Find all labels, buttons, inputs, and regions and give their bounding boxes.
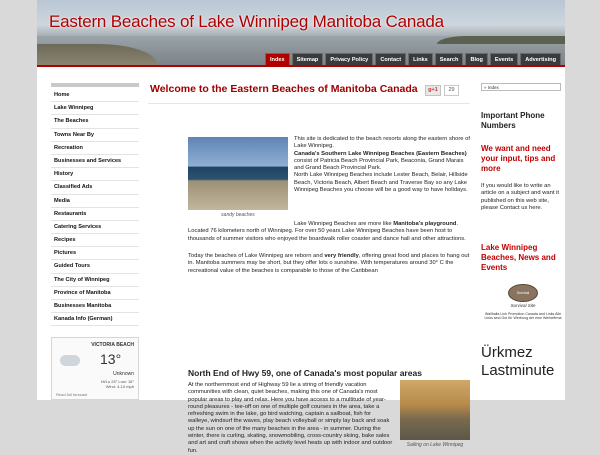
- phone-numbers-link[interactable]: Important Phone Numbers: [481, 111, 545, 130]
- weather-location: VICTORIA BEACH: [91, 342, 134, 348]
- sidebar-item-home[interactable]: Home: [51, 89, 139, 102]
- page-title: Welcome to the Eastern Beaches of Manitoba Canada: [150, 83, 418, 95]
- sidebar-item-media[interactable]: Media: [51, 195, 139, 208]
- link-promotion-badge[interactable]: Wallhalla Link Promotion Canada and Links Alle Links sind Gut für Werbung der eine Werbefirma: [484, 312, 562, 321]
- write-article-text: If you would like to write an article on a subject and want it published on this web site, please Contact us here.: [481, 183, 559, 211]
- beach-photo: [188, 137, 288, 210]
- advertisement-text[interactable]: Ürkmez Lastminute: [481, 344, 555, 379]
- beach-photo-caption: sandy beaches: [221, 212, 255, 218]
- sidebar-item-guided-tours[interactable]: Guided Tours: [51, 260, 139, 273]
- banner-trees: [437, 36, 565, 44]
- sidebar-item-restaurants[interactable]: Restaurants: [51, 208, 139, 221]
- top-navigation: [37, 53, 565, 65]
- sidebar-item-city-of-winnipeg[interactable]: The City of Winnipeg: [51, 274, 139, 287]
- weather-condition: Unknown: [113, 371, 134, 377]
- sidebar-item-businesses-manitoba[interactable]: Businesses Manitoba: [51, 300, 139, 313]
- survival-site-caption: Survival Site: [510, 303, 536, 308]
- sidebar-item-businesses-services[interactable]: Businesses and Services: [51, 155, 139, 168]
- title-divider: [148, 103, 470, 104]
- playground-bold: Manitoba's playground: [393, 221, 457, 227]
- survival-logo[interactable]: Survival: [508, 284, 538, 302]
- topnav-privacy-policy[interactable]: Privacy Policy: [325, 53, 373, 67]
- topnav-sitemap[interactable]: Sitemap: [292, 53, 324, 67]
- news-events-link[interactable]: Lake Winnipeg Beaches, News and Events: [481, 243, 556, 272]
- north-end-paragraph: At the northernmost end of Highway 59 lie a string of friendly vacation communities with clean, quiet beaches, making this one of Canada's most popular areas to play and relax. Here you have access to a multitude of year-round pleasures - tee-off on one of multiple golf courses in the area, take a refreshing swim in the lake, go bird watching, captain a sailboat, fish for walleye, windsurf the waves, play beach volleyball or simply lay back and soak up the sun on one of the many beaches in the area - in summer. During the winter, there is curling, skating, snowmobiling, cross-country skiing, bake sales and art and craft shows when the activity level heats up with indoor and outdoor fun.: [188, 382, 393, 454]
- topnav-links[interactable]: Links: [408, 53, 433, 67]
- topnav-events[interactable]: Events: [490, 53, 518, 67]
- sidebar-item-province-of-manitoba[interactable]: Province of Manitoba: [51, 287, 139, 300]
- want-input-heading: We want and need your input, tips and more: [481, 144, 556, 173]
- sidebar-item-pictures[interactable]: Pictures: [51, 247, 139, 260]
- topnav-contact[interactable]: Contact: [375, 53, 406, 67]
- topnav-blog[interactable]: Blog: [465, 53, 487, 67]
- header-banner: [37, 0, 565, 65]
- weather-forecast-link[interactable]: Read full forecast: [56, 392, 88, 397]
- main-content: [148, 78, 470, 454]
- weather-widget: [51, 337, 139, 400]
- header-divider: [37, 65, 565, 67]
- index-dropdown[interactable]: » Index: [481, 83, 561, 91]
- manitoba-playground-paragraph: Lake Winnipeg Beaches are more like Manitoba's playground. Located 76 kilometers north of Winnipeg. For over 50 years Lake Winnipeg Beaches have been host to thousands of summer visitors who enjoyed the boardwalk roller coaster and dance hall and other attractions.: [188, 221, 466, 242]
- google-plus-button[interactable]: g+1: [425, 85, 441, 96]
- site-title[interactable]: Eastern Beaches of Lake Winnipeg Manitoba Canada: [49, 12, 444, 31]
- north-beaches-text: North Lake Winnipeg Beaches include Lester Beach, Belair, Hillside Beach, Victoria Beach, Albert Beach and Traverse Bay so any Lake Winnipeg Beaches you choose will be a good way to have holidays.: [294, 172, 468, 194]
- sidebar-item-classified-ads[interactable]: Classified Ads: [51, 181, 139, 194]
- sidebar-item-catering[interactable]: Catering Services: [51, 221, 139, 234]
- very-friendly-bold: very friendly: [324, 253, 359, 259]
- intro-text: This site is dedicated to the beach resorts along the eastern shore of Lake Winnipeg.: [294, 136, 470, 150]
- section-heading-north-end: North End of Hwy 59, one of Canada's most popular areas: [188, 368, 422, 378]
- sailing-photo-caption: Sailing on Lake Winnipeg: [406, 442, 464, 448]
- today-paragraph: Today the beaches of Lake Winnipeg are reborn and very friendly, offering great food and places to hang out in. Manitoba summers may be short, but they offer lots o sunshine. With temperatures around 30° C the recreational value of the beaches is comparable to those of the Caribbean: [188, 253, 470, 274]
- sidebar-item-the-beaches[interactable]: The Beaches: [51, 115, 139, 128]
- page: [37, 0, 565, 454]
- sidebar-item-history[interactable]: History: [51, 168, 139, 181]
- sidebar-item-kanada-info[interactable]: Kanada Info (German): [51, 313, 139, 326]
- intro-block: [294, 136, 470, 194]
- south-beaches-text: consist of Patricia Beach Provincial Park, Beaconia, Grand Marais and Grand Beach Provincial Park.: [294, 157, 464, 172]
- topnav-search[interactable]: Search: [435, 53, 464, 67]
- weather-hilo: Hi/Lo 29° Low: 16°: [100, 379, 134, 384]
- south-beaches-title: Canada's Southern Lake Winnipeg Beaches (Eastern Beaches): [294, 150, 467, 157]
- sidebar-item-towns-near-by[interactable]: Towns Near By: [51, 129, 139, 142]
- sidebar-item-lake-winnipeg[interactable]: Lake Winnipeg: [51, 102, 139, 115]
- topnav-index[interactable]: Index: [265, 53, 290, 67]
- sidebar-item-recreation[interactable]: Recreation: [51, 142, 139, 155]
- weather-details: [101, 379, 134, 389]
- sidebar-menu: [51, 83, 139, 326]
- cloud-icon: [60, 355, 80, 366]
- weather-wind: Wind: 4-10 mph: [105, 384, 134, 389]
- topnav-advertising[interactable]: Advertising: [520, 53, 561, 67]
- sidebar-top-bar: [51, 83, 139, 87]
- sidebar-item-recipes[interactable]: Recipes: [51, 234, 139, 247]
- weather-temperature: 13°: [100, 351, 122, 367]
- share-count: 29: [444, 85, 459, 96]
- sailing-photo: [400, 380, 470, 440]
